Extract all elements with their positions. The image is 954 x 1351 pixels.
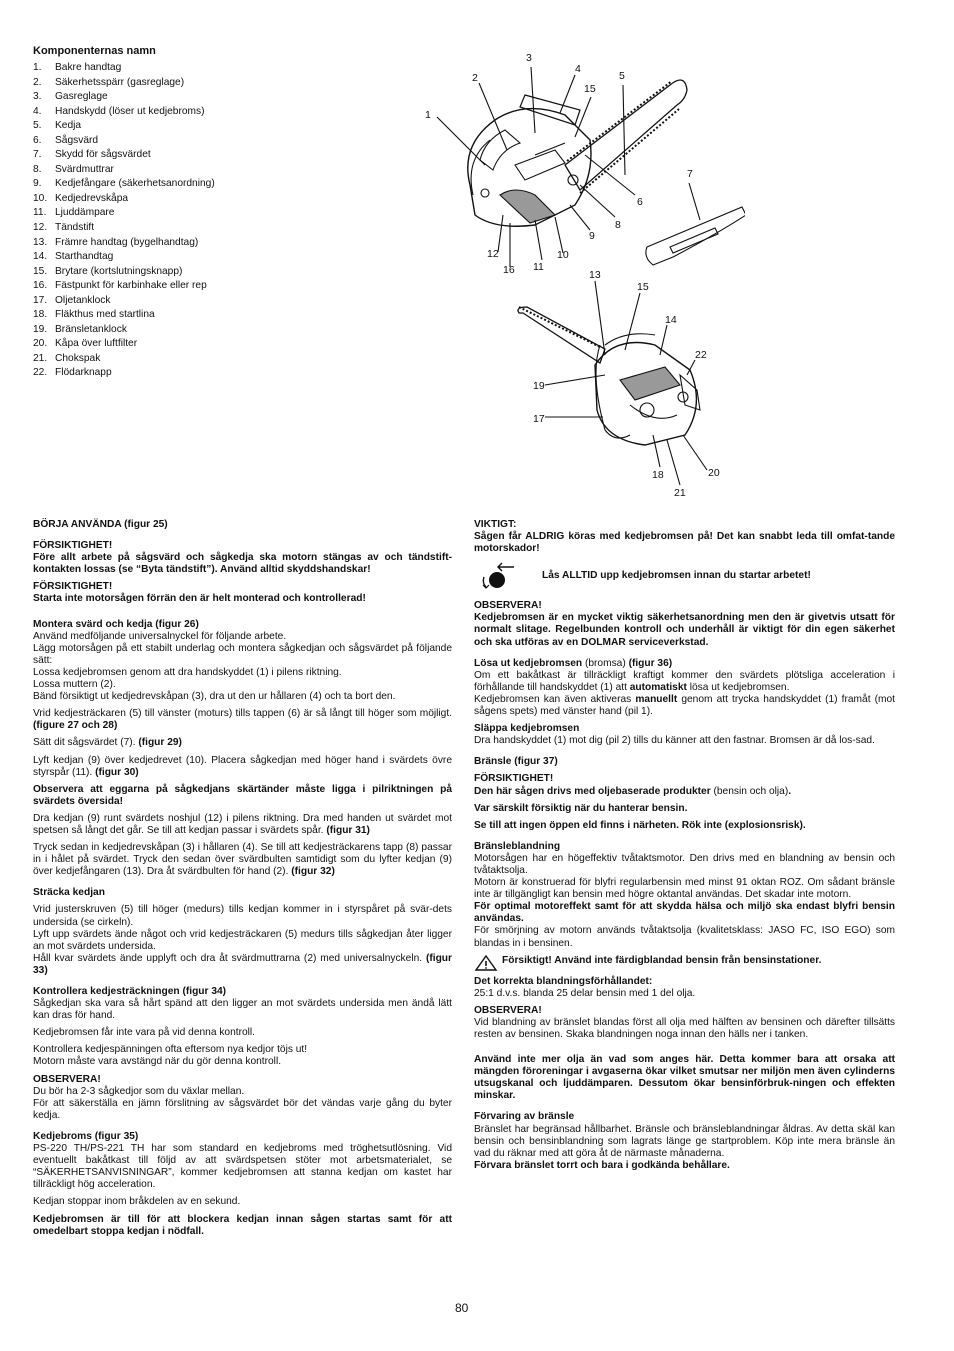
figure-ref: (figur 29)	[138, 737, 182, 749]
parts-item-number: 15.	[33, 265, 48, 277]
paragraph: Bränslet har begränsad hållbarhet. Bränsle och bränsleblandningar åldras. Av detta skäl kan bensin och bensinblandning som lagrats länge ge startproblem. Köp inte mera bränsle än vad du räknar med att göra åt de närmaste månaderna.	[474, 1123, 895, 1159]
paragraph-text: Tryck sedan in kedjedrevskåpan (3) i hållaren (4). Se till att kedjesträckarens tapp (8) passar in i hålet på svärdet. Tryck den sedan över svärdbulten samtidigt som du lyfter kedjan (9) över kedjefångaren (13). Dra åt svärdbulten för hand (2).	[33, 842, 452, 878]
important-text: Sågen får ALDRIG köras med kedjebromsen på! Det kan snabbt leda till omfat-tande motorskador!	[474, 531, 895, 555]
paragraph-text: (bensin och olja)	[710, 785, 789, 797]
section-heading: Släppa kedjebromsen	[474, 723, 580, 735]
parts-list-item	[33, 148, 215, 163]
parts-list-item	[33, 76, 215, 91]
brake-icon-text: Lås ALLTID upp kedjebromsen innan du startar arbetet!	[542, 570, 811, 582]
section-heading: Förvaring av bränsle	[474, 1111, 575, 1123]
paragraph: Förvara bränslet torrt och bara i godkända behållare.	[474, 1159, 730, 1171]
parts-item-label: Kåpa över luftfilter	[55, 338, 138, 350]
parts-title: Komponenternas namn	[33, 45, 156, 57]
right-column	[474, 519, 895, 1172]
parts-item-label: Svärdmuttrar	[55, 163, 114, 175]
parts-item-number: 10.	[33, 192, 48, 204]
parts-list-item	[33, 265, 215, 280]
section-heading: Montera svärd och kedja (figur 26)	[33, 618, 199, 630]
parts-item-label: Ljuddämpare	[55, 207, 115, 219]
parts-list	[33, 61, 215, 381]
parts-item-number: 8.	[33, 163, 42, 175]
paragraph	[474, 694, 895, 718]
parts-item-label: Bränsletanklock	[55, 323, 127, 335]
parts-item-number: 1.	[33, 62, 42, 73]
parts-list-item	[33, 279, 215, 294]
caution-text: Se till att ingen öppen eld finns i närheten. Rök inte (explosionsrisk).	[474, 819, 806, 831]
parts-list-item	[33, 163, 215, 178]
figure-label: 16	[503, 264, 515, 276]
paragraph	[33, 953, 452, 977]
paragraph	[33, 737, 452, 749]
parts-item-number: 2.	[33, 76, 42, 88]
paragraph: Dra handskyddet (1) mot dig (pil 2) tills du känner att den fastnar. Bromsen är då los-sad.	[474, 735, 875, 747]
parts-item-number: 13.	[33, 236, 48, 248]
paragraph: För optimal motoreffekt samt för att skydda hälsa och miljö ska endast blyfri bensin användas.	[474, 901, 895, 925]
paragraph: Lossa kedjebromsen genom att dra handskyddet (1) i pilens riktning.	[33, 666, 342, 678]
parts-list-item	[33, 352, 215, 367]
parts-list-item	[33, 337, 215, 352]
parts-item-label: Bakre handtag	[55, 62, 122, 73]
parts-item-label: Handskydd (löser ut kedjebroms)	[55, 105, 205, 117]
figure-label: 18	[652, 469, 664, 481]
paragraph	[474, 670, 895, 694]
section-heading: Bränsle (figur 37)	[474, 756, 558, 768]
parts-item-label: Sågsvärd	[55, 134, 99, 146]
paragraph: Lyft upp svärdets ände något och vrid kedjesträckaren (5) medurs tills sågkedjan åter ligger an mot svärdets undersida.	[33, 928, 452, 952]
paragraph	[33, 755, 452, 779]
paragraph: Motorn är konstruerad för blyfri regularbensin med minst 91 oktan ROZ. Om sådant bränsle inte är tillgängligt kan bensin med högre oktantal användas. Det skadar inte motorn.	[474, 877, 895, 901]
figure-label: 1	[425, 109, 431, 121]
parts-list-item	[33, 323, 215, 338]
page-number: 80	[455, 1301, 469, 1315]
caution-text: Före allt arbete på sågsvärd och sågkedja ska motorn stängas av och tändstift-kontakten lossas (se “Byta tändstift”). Använd alltid skyddshandskar!	[33, 552, 452, 576]
figure-label: 20	[708, 467, 720, 479]
paragraph-text: Kedjebromsen kan även aktiveras	[474, 693, 636, 705]
figure-label: 15	[637, 281, 649, 293]
parts-item-number: 20.	[33, 338, 48, 350]
paragraph: Du bör ha 2-3 sågkedjor som du växlar mellan.	[33, 1085, 245, 1097]
heading-text: Lösa ut kedjebromsen	[474, 657, 583, 669]
parts-item-number: 11.	[33, 207, 47, 219]
parts-list-item	[33, 192, 215, 207]
parts-item-number: 6.	[33, 134, 42, 146]
parts-item-number: 7.	[33, 149, 42, 161]
parts-list-item	[33, 61, 215, 76]
paragraph-text: Om ett bakåtkast är tillräckligt kraftigt kommer den svärdets plötsliga acceleration i förhållande till handskyddet (1) att	[474, 669, 895, 693]
paragraph-text: Håll kvar svärdets ände upplyft och dra åt svärdmuttrarna (2) med universalnyckeln.	[33, 952, 423, 964]
figure-label: 5	[619, 70, 625, 82]
figure-ref: (figur 31)	[326, 824, 370, 836]
figure-label: 7	[687, 168, 693, 180]
caution-text: Starta inte motorsågen förrän den är helt monterad och kontrollerad!	[33, 593, 366, 605]
parts-list-item	[33, 366, 215, 381]
figure-label: 13	[589, 269, 601, 281]
paragraph-text: Sätt dit sågsvärdet (7).	[33, 737, 136, 749]
parts-item-label: Kedja	[55, 120, 82, 132]
paragraph: För smörjning av motorn används tvåtaktsolja (kvalitetsklass: JASO FC, ISO EGO) som blandas in i bensinen.	[474, 925, 895, 949]
parts-item-number: 3.	[33, 91, 42, 103]
parts-item-label: Fläkthus med startlina	[55, 309, 155, 321]
important-title: VIKTIGT:	[474, 519, 517, 530]
paragraph: Bänd försiktigt ut kedjedrevskåpan (3), dra ut den ur hållaren (4) och ta bort den.	[33, 691, 396, 703]
caution-text: Var särskilt försiktig när du hanterar bensin.	[474, 802, 688, 814]
paragraph	[33, 813, 452, 837]
parts-list-item	[33, 206, 215, 221]
note-text: Observera att eggarna på sågkedjans skärtänder måste ligga i pilriktningen på svärdets översida!	[33, 783, 452, 807]
emphasis: automatiskt	[629, 681, 687, 693]
paragraph-text: Den här sågen drivs med oljebaserade produkter	[474, 785, 711, 797]
section-heading: Kontrollera kedjesträckningen (figur 34)	[33, 986, 227, 997]
parts-item-number: 5.	[33, 120, 42, 132]
paragraph: Motorn måste vara avstängd när du gör denna kontroll.	[33, 1056, 282, 1068]
left-column	[33, 519, 452, 1238]
figure-ref: (figur 36)	[628, 657, 673, 669]
chainsaw-illustration	[415, 45, 745, 505]
section-heading: Kedjebroms (figur 35)	[33, 1130, 139, 1142]
parts-item-label: Flödarknapp	[55, 367, 112, 379]
warning-triangle-icon	[474, 955, 498, 971]
heading-text: (bromsa)	[582, 657, 629, 669]
paragraph: Lägg motorsågen på ett stabilt underlag och montera sågkedjan och sågsvärdet på följande sätt:	[33, 642, 452, 666]
parts-list-item	[33, 177, 215, 192]
paragraph-text: Dra kedjan (9) runt svärdets noshjul (12) i pilens riktning. Dra med handen ut svärdet mot spetsen så långt det går. Se till att kedjan passar i svärdets spår.	[33, 812, 452, 836]
parts-item-label: Tändstift	[55, 222, 95, 234]
caution-text	[474, 786, 895, 798]
parts-item-label: Säkerhetsspärr (gasreglage)	[55, 76, 185, 88]
parts-item-label: Gasreglage	[55, 91, 108, 103]
figure-ref: (figure 27 och 28)	[33, 720, 118, 732]
paragraph: Kontrollera kedjespänningen ofta eftersom nya kedjor töjs ut!	[33, 1044, 308, 1056]
parts-list-item	[33, 119, 215, 134]
parts-item-number: 21.	[33, 352, 48, 364]
caution-title: FÖRSIKTIGHET!	[33, 540, 113, 552]
figure-label: 15	[584, 83, 596, 95]
figure-ref: (figur 32)	[291, 866, 335, 878]
figure-label: 11	[533, 261, 544, 273]
figure-ref: (figur 30)	[95, 766, 139, 778]
observe-title: OBSERVERA!	[33, 1073, 101, 1085]
parts-item-label: Främre handtag (bygelhandtag)	[55, 236, 199, 248]
parts-list-item	[33, 90, 215, 105]
paragraph: Använd medföljande universalnyckel för följande arbete.	[33, 630, 287, 642]
emphasis: manuellt	[635, 693, 678, 705]
parts-list-item	[33, 134, 215, 149]
paragraph: Använd inte mer olja än vad som anges här. Detta kommer bara att orsaka att mängden föroreningar i avgaserna ökar vilket smutsar ner miljön men även cylinderns utsugskanal och ljuddämparen. Dessutom ökar bensinförbruk-ningen och effekten minskar.	[474, 1054, 895, 1102]
observe-title: OBSERVERA!	[474, 1004, 542, 1016]
paragraph: Kedjan stoppar inom bråkdelen av en sekund.	[33, 1196, 241, 1208]
parts-item-number: 16.	[33, 280, 48, 292]
parts-item-label: Oljetanklock	[55, 294, 111, 306]
section-heading: BÖRJA ANVÄNDA (figur 25)	[33, 519, 168, 530]
parts-item-label: Chokspak	[55, 352, 101, 364]
figure-label: 19	[533, 380, 545, 392]
paragraph-text: genom att trycka handskyddet (1) framåt (mot sågens spets) med vänster hand (pil 1).	[474, 693, 895, 718]
paragraph-text: Lyft kedjan (9) över kedjedrevet (10). Placera sågkedjan med höger hand i svärdets övre styrspår (11).	[33, 754, 452, 778]
chainsaw-figure	[415, 45, 745, 505]
parts-item-label: Fästpunkt för karbinhake eller rep	[55, 280, 207, 292]
parts-item-label: Skydd för sågsvärdet	[55, 149, 151, 161]
paragraph: PS-220 TH/PS-221 TH har som standard en kedjebroms med tröghetsutlösning. Vid eventuellt bakåtkast till följd av att svärdspetsen stöter mot arbetsmaterialet, se “SÄKERHETSANVISNINGAR”, kommer kedjebromsen att stanna kedjan om kastet har tillräckligt hög acceleration.	[33, 1143, 452, 1191]
figure-label: 14	[665, 314, 677, 326]
section-heading: Bränsleblandning	[474, 840, 561, 852]
figure-ref: (figur 33)	[33, 952, 452, 976]
paragraph: Sågkedjan ska vara så hårt spänd att den ligger an mot svärdets undersida men ändå lätt kan dras för hand.	[33, 998, 452, 1022]
parts-list-item	[33, 221, 215, 236]
figure-label: 6	[637, 196, 643, 208]
paragraph	[33, 708, 452, 732]
parts-item-number: 9.	[33, 178, 42, 190]
figure-label: 17	[533, 413, 545, 425]
brake-icon-row	[478, 561, 895, 591]
parts-item-label: Kedjedrevskåpa	[55, 192, 129, 204]
parts-item-label: Brytare (kortslutningsknapp)	[55, 265, 183, 277]
paragraph: Lossa muttern (2).	[33, 679, 116, 691]
parts-list-item	[33, 236, 215, 251]
parts-item-number: 22.	[33, 367, 48, 379]
parts-list-item	[33, 250, 215, 265]
parts-item-number: 17.	[33, 294, 48, 306]
paragraph: Kedjebromsen får inte vara på vid denna kontroll.	[33, 1027, 255, 1039]
paragraph: Motorsågen har en högeffektiv tvåtaktsmotor. Den drivs med en blandning av bensin och tvåtaktsolja.	[474, 852, 895, 876]
paragraph: Vrid justerskruven (5) till höger (medurs) tills kedjan kommer in i styrspåret på svär-dets undersida (se cirkeln).	[33, 904, 452, 928]
figure-label: 9	[589, 230, 595, 242]
parts-item-number: 18.	[33, 309, 48, 321]
figure-label: 4	[575, 63, 581, 75]
paragraph-text: .	[788, 785, 792, 797]
warning-text: Försiktigt! Använd inte färdigblandad bensin från bensinstationer.	[502, 954, 822, 966]
section-heading: Sträcka kedjan	[33, 887, 105, 899]
observe-title: OBSERVERA!	[474, 600, 542, 612]
parts-item-label: Kedjefångare (säkerhetsanordning)	[55, 178, 215, 190]
parts-list-item	[33, 294, 215, 309]
paragraph: Kedjebromsen är till för att blockera kedjan innan sågen startas samt för att omedelbart stoppa kedjan i nödfall.	[33, 1213, 452, 1237]
warning-row	[474, 955, 895, 971]
parts-item-number: 14.	[33, 251, 48, 263]
ratio-title: Det korrekta blandningsförhållandet:	[474, 975, 653, 987]
caution-title: FÖRSIKTIGHET!	[474, 773, 554, 785]
observe-text: Kedjebromsen är en mycket viktig säkerhetsanordning men den är givetvis utsatt för normalt slitage. Regelbunden kontroll och underhåll är viktigt för din egen säkerhet och ska utföras av en DOLMAR serviceverkstad.	[474, 612, 895, 648]
paragraph-text: Vrid kedjesträckaren (5) till vänster (moturs) tills tappen (6) är så långt till höger som möjligt.	[33, 708, 452, 720]
parts-item-number: 4.	[33, 105, 42, 117]
caution-title: FÖRSIKTIGHET!	[33, 581, 113, 593]
figure-label: 21	[674, 487, 686, 499]
paragraph-text: lösa ut kedjebromsen.	[686, 681, 790, 693]
figure-label: 12	[487, 248, 499, 260]
paragraph: Vid blandning av bränslet blandas först all olja med hälften av bensinen och därefter tillsätts resten av bensinen. Skaka blandningen noga innan den hälls ner i tanken.	[474, 1016, 895, 1040]
parts-list-item	[33, 308, 215, 323]
paragraph: För att säkerställa en jämn förslitning av sågsvärdet bör det vändas varje gång du byter kedja.	[33, 1097, 452, 1121]
paragraph	[33, 842, 452, 878]
figure-label: 22	[695, 349, 707, 361]
chain-brake-icon	[478, 561, 528, 591]
figure-label: 3	[526, 52, 532, 64]
parts-item-number: 19.	[33, 323, 48, 335]
parts-list-item	[33, 105, 215, 120]
figure-label: 2	[472, 72, 478, 84]
figure-label: 8	[615, 219, 621, 231]
parts-item-label: Starthandtag	[55, 251, 114, 263]
section-heading	[474, 658, 895, 670]
figure-label: 10	[557, 249, 569, 261]
parts-item-number: 12.	[33, 222, 48, 234]
paragraph: 25:1 d.v.s. blanda 25 delar bensin med 1 del olja.	[474, 987, 696, 999]
